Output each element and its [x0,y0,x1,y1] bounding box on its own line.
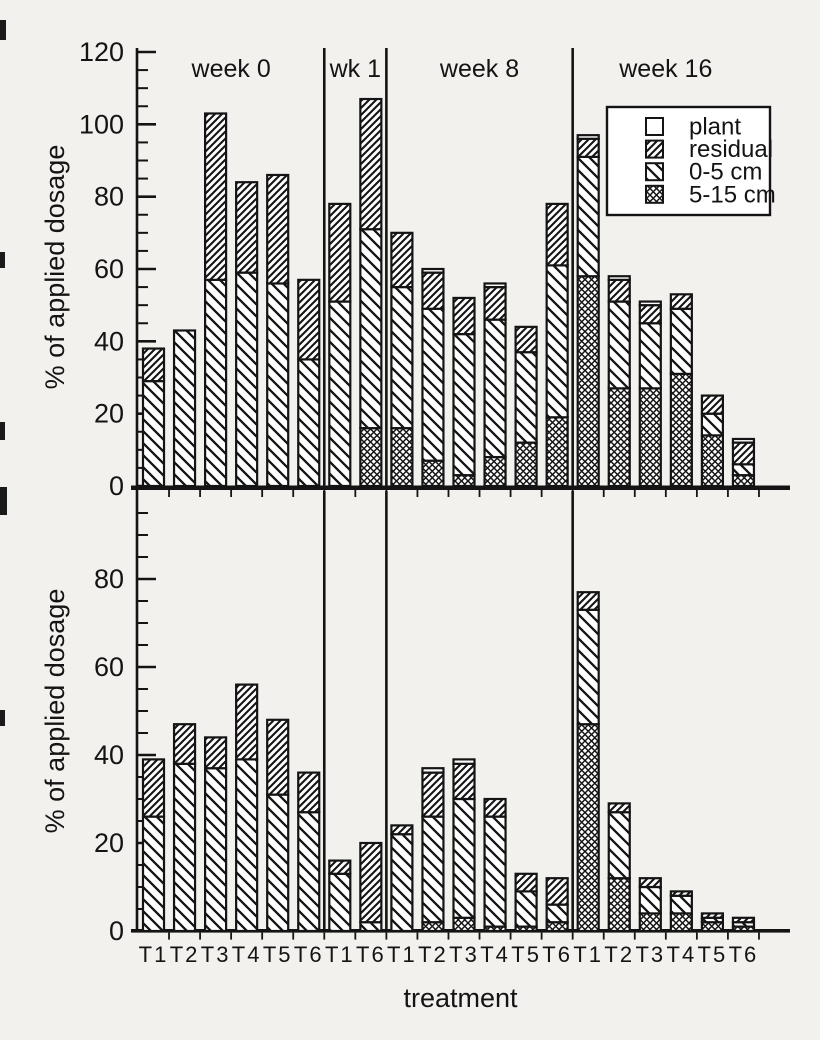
bar-bottom-week-16-t3-soil05-hatch [640,887,661,913]
bar-top-week-16-t3-residual-hatch [640,305,661,323]
top-ytick-label-80: 80 [93,181,124,212]
bar-bottom-week-0-t4-residual-hatch [236,685,257,760]
legend-swatch-0-5-cm-hatch [646,163,663,180]
xtick-label-week-16-t4: T4 [666,942,697,967]
bar-top-week-0-t6-soil05-hatch [298,359,319,486]
bar-top-week-8-t5-soil05-hatch [516,352,537,442]
top-ytick-label-40: 40 [93,326,124,357]
bar-top-week-16-t1-residual-hatch [578,139,599,157]
top-ytick-label-20: 20 [93,398,124,429]
bar-top-week-16-t1-soil05-hatch [578,157,599,276]
bar-top-week-16-t1-soil515-hatch [578,276,599,486]
bar-bottom-week-8-t3-soil05-hatch [454,799,475,918]
legend-label-5-15-cm: 5-15 cm [689,181,776,209]
bar-top-week-8-t1-residual-hatch [391,233,412,287]
bottom-ytick-label-80: 80 [93,564,124,594]
xtick-label-week-8-t6: T6 [542,942,572,967]
bar-top-week-16-t2-soil515-hatch [609,388,630,486]
bar-bottom-week-16-t2-soil515-hatch [609,878,630,931]
legend-swatch-plant-fill [646,118,663,135]
legend-label-plant: plant [689,113,742,141]
bar-bottom-week-16-t4-soil05-hatch [671,896,692,914]
bar-top-week-8-t1-soil05-hatch [391,287,412,428]
legend-label-residual: residual [689,136,774,164]
bar-bottom-week-8-t2-residual-hatch [422,773,443,817]
bar-top-week-8-t6-residual-hatch [547,204,568,265]
bar-top-week-0-t3-residual-hatch [205,113,226,279]
bar-top-week-16-t4-soil515-hatch [671,374,692,486]
bar-top-wk-1-t6-soil515-hatch [360,428,381,486]
bar-top-week-8-t2-soil515-hatch [422,461,443,486]
x-axis-title: treatment [403,983,518,1013]
bar-bottom-week-8-t1-residual-hatch [391,825,412,834]
xtick-label-week-8-t1: T1 [387,942,417,967]
bar-bottom-wk-1-t1-soil05-hatch [329,874,350,931]
bar-top-week-8-t4-soil515-hatch [485,457,506,486]
bar-top-week-8-t6-soil515-hatch [547,417,568,486]
bar-top-week-16-t5-soil515-hatch [702,435,723,486]
bar-bottom-week-8-t2-soil515-hatch [422,922,443,931]
top-ytick-label-100: 100 [78,109,124,140]
bar-top-week-16-t6-soil05-hatch [733,464,754,475]
xtick-label-week-8-t3: T3 [449,942,479,967]
bar-top-week-8-t2-residual-hatch [422,273,443,309]
legend-swatch-residual-hatch [646,141,663,158]
bar-bottom-week-0-t6-residual-hatch [298,773,319,813]
bar-top-week-8-t1-soil515-hatch [391,428,412,486]
scan-artifact-2 [0,252,5,268]
bar-top-week-0-t3-soil05-hatch [205,280,226,486]
bar-bottom-week-8-t4-soil05-hatch [485,817,506,927]
group-label-wk-1: wk 1 [329,55,382,83]
xtick-label-week-16-t2: T2 [604,942,635,967]
bar-top-week-16-t2-residual-hatch [609,280,630,302]
group-label-week-0: week 0 [191,55,271,83]
bottom-y-axis-title: % of applied dosage [40,588,70,834]
top-ytick-label-0: 0 [108,471,124,501]
bar-bottom-week-0-t1-soil05-hatch [143,817,164,931]
top-ytick-label-120: 120 [78,37,124,67]
bar-bottom-week-0-t3-soil05-hatch [205,768,226,931]
group-label-week-8: week 8 [439,55,520,83]
xtick-label-week-8-t2: T2 [418,942,448,967]
xtick-label-week-16-t1: T1 [573,942,604,967]
bar-top-week-8-t6-soil05-hatch [547,265,568,417]
bar-bottom-week-16-t4-soil515-hatch [671,913,692,931]
bar-bottom-week-0-t2-residual-hatch [174,724,195,764]
bar-top-week-16-t3-soil515-hatch [640,388,661,486]
bar-top-week-0-t5-residual-hatch [267,175,288,284]
bar-bottom-week-8-t6-soil05-hatch [547,905,568,923]
bar-bottom-week-8-t5-soil05-hatch [516,891,537,926]
bottom-ytick-label-20: 20 [93,828,124,858]
bar-bottom-wk-1-t6-soil05-hatch [360,922,381,931]
bar-bottom-week-0-t6-soil05-hatch [298,812,319,931]
xtick-label-week-0-t6: T6 [293,942,324,967]
group-label-week-16: week 16 [619,55,713,83]
bar-top-week-8-t3-soil05-hatch [454,334,475,475]
bar-bottom-week-16-t2-soil05-hatch [609,812,630,878]
bar-bottom-wk-1-t6-residual-hatch [360,843,381,922]
bar-bottom-week-8-t3-residual-hatch [454,764,475,799]
bar-bottom-week-8-t6-residual-hatch [547,878,568,904]
bar-bottom-week-0-t3-residual-hatch [205,737,226,768]
bar-top-wk-1-t6-residual-hatch [360,99,381,229]
bar-bottom-week-16-t3-soil515-hatch [640,913,661,931]
bar-bottom-week-8-t3-soil515-hatch [454,918,475,931]
bar-top-week-8-t4-soil05-hatch [485,320,506,457]
bar-top-week-16-t3-soil05-hatch [640,323,661,388]
bar-bottom-week-16-t5-soil515-hatch [702,922,723,931]
bar-top-week-0-t1-residual-hatch [143,349,164,382]
legend-label-0-5-cm: 0-5 cm [689,158,763,186]
bar-bottom-week-8-t2-soil05-hatch [422,817,443,923]
bar-bottom-week-16-t1-soil05-hatch [578,610,599,724]
bottom-ytick-label-60: 60 [93,652,124,682]
bar-bottom-week-16-t2-residual-hatch [609,803,630,812]
xtick-label-week-0-t5: T5 [262,942,293,967]
bar-top-week-0-t5-soil05-hatch [267,283,288,486]
bar-top-week-8-t5-soil515-hatch [516,443,537,486]
bar-top-week-16-t6-soil515-hatch [733,475,754,486]
bar-top-week-16-t5-soil05-hatch [702,414,723,436]
bar-top-wk-1-t6-soil05-hatch [360,229,381,428]
bar-top-week-0-t6-residual-hatch [298,280,319,360]
xtick-label-week-0-t2: T2 [169,942,200,967]
xtick-label-wk-1-t6: T6 [356,942,386,967]
bar-bottom-week-0-t5-soil05-hatch [267,795,288,931]
bar-bottom-week-8-t1-soil05-hatch [391,834,412,931]
bar-top-week-8-t3-residual-hatch [454,298,475,334]
bar-top-week-16-t5-residual-hatch [702,396,723,414]
bar-top-week-16-t2-soil05-hatch [609,302,630,389]
xtick-label-week-16-t5: T5 [697,942,728,967]
bar-bottom-week-8-t4-residual-hatch [485,799,506,817]
bar-bottom-week-16-t3-residual-hatch [640,878,661,887]
bar-bottom-wk-1-t1-residual-hatch [329,861,350,874]
xtick-label-week-0-t4: T4 [231,942,262,967]
xtick-label-week-8-t4: T4 [480,942,510,967]
scan-artifact-3 [0,422,5,440]
bar-top-week-8-t3-soil515-hatch [454,475,475,486]
xtick-label-week-0-t1: T1 [138,942,169,967]
scan-artifact-4 [0,487,7,515]
bar-bottom-week-0-t4-soil05-hatch [236,759,257,931]
bar-top-week-0-t4-residual-hatch [236,182,257,272]
bar-bottom-week-16-t1-soil515-hatch [578,724,599,931]
bar-bottom-week-0-t5-residual-hatch [267,720,288,795]
bar-top-week-8-t2-soil05-hatch [422,309,443,461]
bar-top-wk-1-t1-residual-hatch [329,204,350,302]
legend-swatch-5-15-cm-hatch [646,186,663,203]
bottom-ytick-label-0: 0 [108,916,124,946]
bar-bottom-week-0-t2-soil05-hatch [174,764,195,931]
bar-bottom-week-16-t1-residual-hatch [578,592,599,610]
bar-top-week-8-t5-residual-hatch [516,327,537,352]
bar-top-week-0-t4-soil05-hatch [236,273,257,486]
scan-artifact-5 [0,710,5,726]
bar-top-week-16-t6-residual-hatch [733,443,754,465]
bar-bottom-week-8-t5-residual-hatch [516,874,537,892]
bar-bottom-week-0-t1-residual-hatch [143,759,164,816]
xtick-label-week-16-t6: T6 [728,942,759,967]
bar-top-week-16-t4-residual-hatch [671,294,692,308]
bar-top-week-0-t2-soil05-hatch [174,330,195,486]
top-y-axis-title: % of applied dosage [40,144,70,390]
xtick-label-week-8-t5: T5 [511,942,541,967]
top-ytick-label-60: 60 [93,254,124,284]
xtick-label-week-16-t3: T3 [635,942,666,967]
bottom-ytick-label-40: 40 [93,740,124,770]
bar-top-week-8-t4-residual-hatch [485,287,506,320]
xtick-label-week-0-t3: T3 [200,942,231,967]
bar-top-week-16-t4-soil05-hatch [671,309,692,374]
bar-top-wk-1-t1-soil05-hatch [329,302,350,486]
scan-artifact-1 [0,20,6,40]
xtick-label-wk-1-t1: T1 [324,942,355,967]
bar-top-week-0-t1-soil05-hatch [143,381,164,486]
bar-bottom-week-8-t6-soil515-hatch [547,922,568,931]
